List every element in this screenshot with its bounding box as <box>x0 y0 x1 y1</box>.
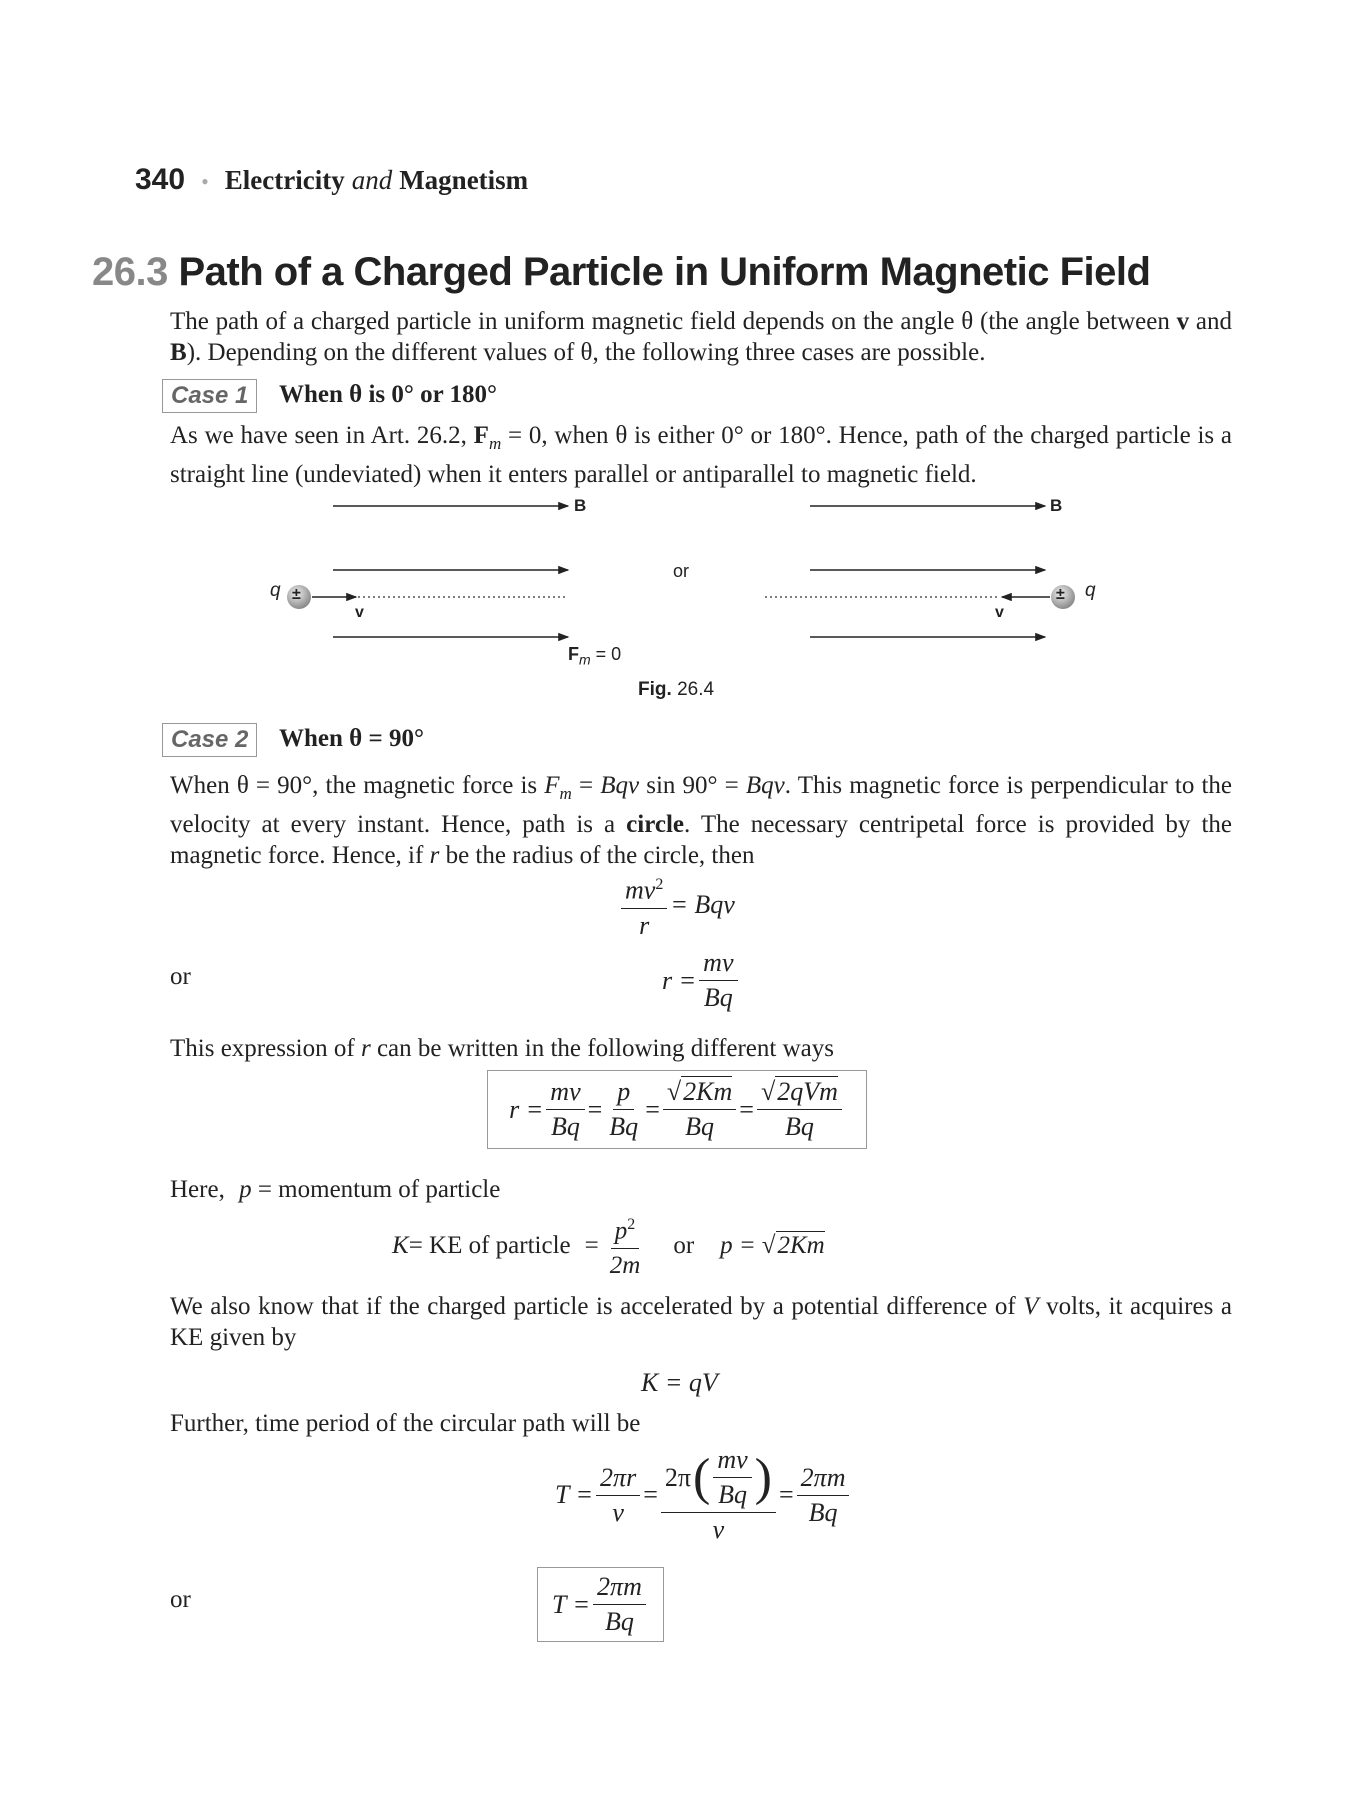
case2-text-b: = <box>571 772 601 799</box>
Tbox-den: Bq <box>605 1607 634 1636</box>
accel-text-a: We also know that if the charged particle is accelerated by a potential difference of <box>170 1293 1024 1320</box>
T-eq-1: = <box>643 1480 658 1509</box>
box-f3-num: 2Km <box>683 1077 733 1106</box>
case1-label: Case 1 <box>162 379 257 413</box>
intro-text-1: The path of a charged particle in uniform magnetic field depends on the angle θ (the angle between <box>170 308 1177 335</box>
ke-num: p <box>614 1217 628 1245</box>
fig-B-left: B <box>574 496 587 515</box>
case2-text-c: sin 90° = <box>639 772 746 799</box>
eq2-num: mv <box>699 948 737 981</box>
T-f3-den: Bq <box>808 1497 838 1527</box>
T-eq-2: = <box>779 1480 794 1509</box>
box-frac-1 <box>546 1077 584 1142</box>
T-f3-num: 2πm <box>797 1463 850 1496</box>
here-label: Here, <box>170 1176 225 1203</box>
expr-r: r <box>360 1035 371 1062</box>
equation-radius <box>662 948 741 1013</box>
case2-text-d: . This magnetic force is perpendicular to the velocity at every instant. Hence, path is a <box>170 772 1232 838</box>
T-frac-1 <box>596 1463 640 1528</box>
T-f2-den: v <box>712 1515 725 1544</box>
here-line <box>170 1176 500 1204</box>
Tbox-num: 2πm <box>593 1572 646 1605</box>
box-f2-num: p <box>613 1077 634 1110</box>
intro-paragraph <box>170 306 1232 368</box>
fig-caption-num: 26.4 <box>677 679 715 700</box>
equation-time-period <box>555 1445 852 1545</box>
intro-text-3: ). Depending on the different values of θ, the following three cases are possible. <box>186 339 986 366</box>
page-number: 340 <box>135 163 186 196</box>
fig-B-right: B <box>1050 496 1063 515</box>
section-heading <box>92 250 1150 295</box>
T-f2-inner-num: mv <box>713 1445 751 1478</box>
section-title: Path of a Charged Particle in Uniform Magnetic Field <box>178 250 1151 294</box>
here-p: p <box>239 1176 252 1203</box>
box-lhs: r = <box>509 1094 544 1124</box>
accelerated-paragraph <box>170 1291 1232 1353</box>
case2-label: Case 2 <box>162 723 257 757</box>
case2-Bqv: Bqv <box>600 772 640 799</box>
ke-eq: = <box>584 1231 599 1259</box>
intro-B: B <box>170 339 187 366</box>
case2-m: m <box>559 784 572 803</box>
fig-charge-sign-left: ± <box>292 586 301 603</box>
T-f2-two-pi: 2π <box>664 1462 692 1492</box>
box-f4-num: 2qVm <box>777 1077 838 1106</box>
fig-charge-sign-right: ± <box>1056 586 1065 603</box>
eq2-lhs: r = <box>662 965 697 995</box>
here-rest: = momentum of particle <box>257 1176 501 1203</box>
fig-Fm-rest: = 0 <box>590 644 622 664</box>
header-title-part1: Electricity <box>224 165 345 195</box>
T-f1-num: 2πr <box>596 1463 640 1496</box>
case2-r: r <box>429 842 440 869</box>
case1-m: m <box>488 434 502 453</box>
T-lhs: T = <box>555 1480 594 1509</box>
fig-caption <box>638 679 714 701</box>
case2-circle: circle <box>626 811 684 838</box>
case2-title: When θ = 90° <box>279 725 424 752</box>
eq1-rhs: = Bqv <box>670 890 735 920</box>
boxed-time-period <box>537 1567 664 1642</box>
figure-26-4 <box>0 480 1350 710</box>
box-f3-den: Bq <box>685 1112 714 1141</box>
boxed-radius-expressions <box>487 1070 867 1149</box>
or-label-2: or <box>170 1586 191 1613</box>
equation-kinetic-energy <box>392 1210 825 1281</box>
eq1-num: mv <box>625 875 656 905</box>
T-f2-paren-open: ( <box>693 1448 711 1506</box>
case2-F: F <box>544 772 560 799</box>
equation-centripetal <box>618 870 735 941</box>
T-f2-inner-frac <box>713 1445 751 1510</box>
box-eq-2: = <box>645 1094 660 1124</box>
intro-text-2: and <box>1189 308 1232 335</box>
ke-sup: 2 <box>627 1216 636 1233</box>
T-frac-3 <box>797 1463 850 1528</box>
accel-V: V <box>1023 1293 1039 1320</box>
box-f4-sqrt-sign: √ <box>760 1077 776 1106</box>
equation-kqv: K = qV <box>641 1368 718 1397</box>
header-title-part2: Magnetism <box>399 165 529 195</box>
box-f2-den: Bq <box>609 1112 639 1141</box>
case1-F: F <box>473 422 489 449</box>
T-f2-paren-close: ) <box>754 1448 772 1506</box>
case2-paragraph <box>170 770 1232 871</box>
intro-v: v <box>1176 308 1190 335</box>
Tbox-fraction <box>593 1572 646 1637</box>
case1-title: When θ is 0° or 180° <box>279 381 498 408</box>
eq2-den: Bq <box>703 983 733 1012</box>
T-f1-den: v <box>612 1497 624 1527</box>
fig-Fm-F: F <box>568 644 579 664</box>
further-sentence: Further, time period of the circular path will be <box>170 1410 641 1437</box>
box-frac-3 <box>663 1077 736 1142</box>
accel-text-b: volts, it acquires a KE given by <box>170 1293 1233 1351</box>
box-eq-1: = <box>587 1094 603 1124</box>
ke-fraction <box>606 1210 645 1281</box>
box-f3-sqrt-sign: √ <box>666 1077 682 1106</box>
ke-sqrt-sign: √ <box>761 1231 776 1259</box>
ke-or: or <box>673 1231 695 1259</box>
eq2-fraction <box>699 948 737 1013</box>
case2-text-e: . The necessary centripetal force is provided by the magnetic force. Hence, if <box>170 811 1232 869</box>
ke-sqrt: 2Km <box>777 1232 825 1260</box>
or-label-1: or <box>170 963 191 990</box>
ke-p: p = <box>720 1231 756 1259</box>
box-f4-den: Bq <box>784 1112 814 1141</box>
case2-text-a: When θ = 90°, the magnetic force is <box>170 772 545 799</box>
fig-v-right: v <box>995 604 1004 621</box>
fig-Fm-m: m <box>579 651 591 668</box>
case2-Bqv-2: Bqv <box>745 772 785 799</box>
fig-Fm-label <box>568 644 621 668</box>
ke-K: K <box>392 1231 409 1259</box>
page-header <box>135 163 528 197</box>
fig-caption-bold: Fig. <box>638 679 672 700</box>
case1-text-a: As we have seen in Art. 26.2, <box>170 422 474 449</box>
expr-text-a: This expression of <box>170 1035 361 1062</box>
T-frac-2 <box>661 1445 776 1545</box>
box-eq-3: = <box>739 1094 754 1124</box>
ke-rest: = KE of particle <box>408 1231 571 1259</box>
fig-q-right: q <box>1085 580 1096 601</box>
section-number: 26.3 <box>92 250 168 294</box>
box-frac-2 <box>605 1077 642 1142</box>
fig-v-left: v <box>355 604 364 621</box>
header-title-and: and <box>351 165 393 195</box>
eq1-den: r <box>639 910 650 940</box>
header-bullet: • <box>201 169 209 194</box>
ke-den: 2m <box>609 1252 641 1280</box>
expr-text-b: can be written in the following different ways <box>370 1035 834 1062</box>
fig-or: or <box>673 561 690 581</box>
eq1-sup: 2 <box>655 876 664 893</box>
T-f2-inner-den: Bq <box>718 1480 747 1509</box>
eq1-fraction <box>621 870 667 941</box>
Tbox-lhs: T = <box>552 1589 591 1619</box>
case2-text-f: be the radius of the circle, then <box>439 842 755 869</box>
box-frac-4 <box>757 1077 842 1142</box>
expression-sentence <box>170 1033 1232 1064</box>
box-f1-den: Bq <box>551 1112 580 1141</box>
fig-q-left: q <box>270 580 281 601</box>
box-f1-num: mv <box>546 1077 584 1110</box>
case1-text-b: = 0, when θ is either 0° or 180°. Hence, path of the charged particle is a straight line (undeviated) when it enters parallel or antiparallel to magnetic field. <box>170 422 1232 488</box>
